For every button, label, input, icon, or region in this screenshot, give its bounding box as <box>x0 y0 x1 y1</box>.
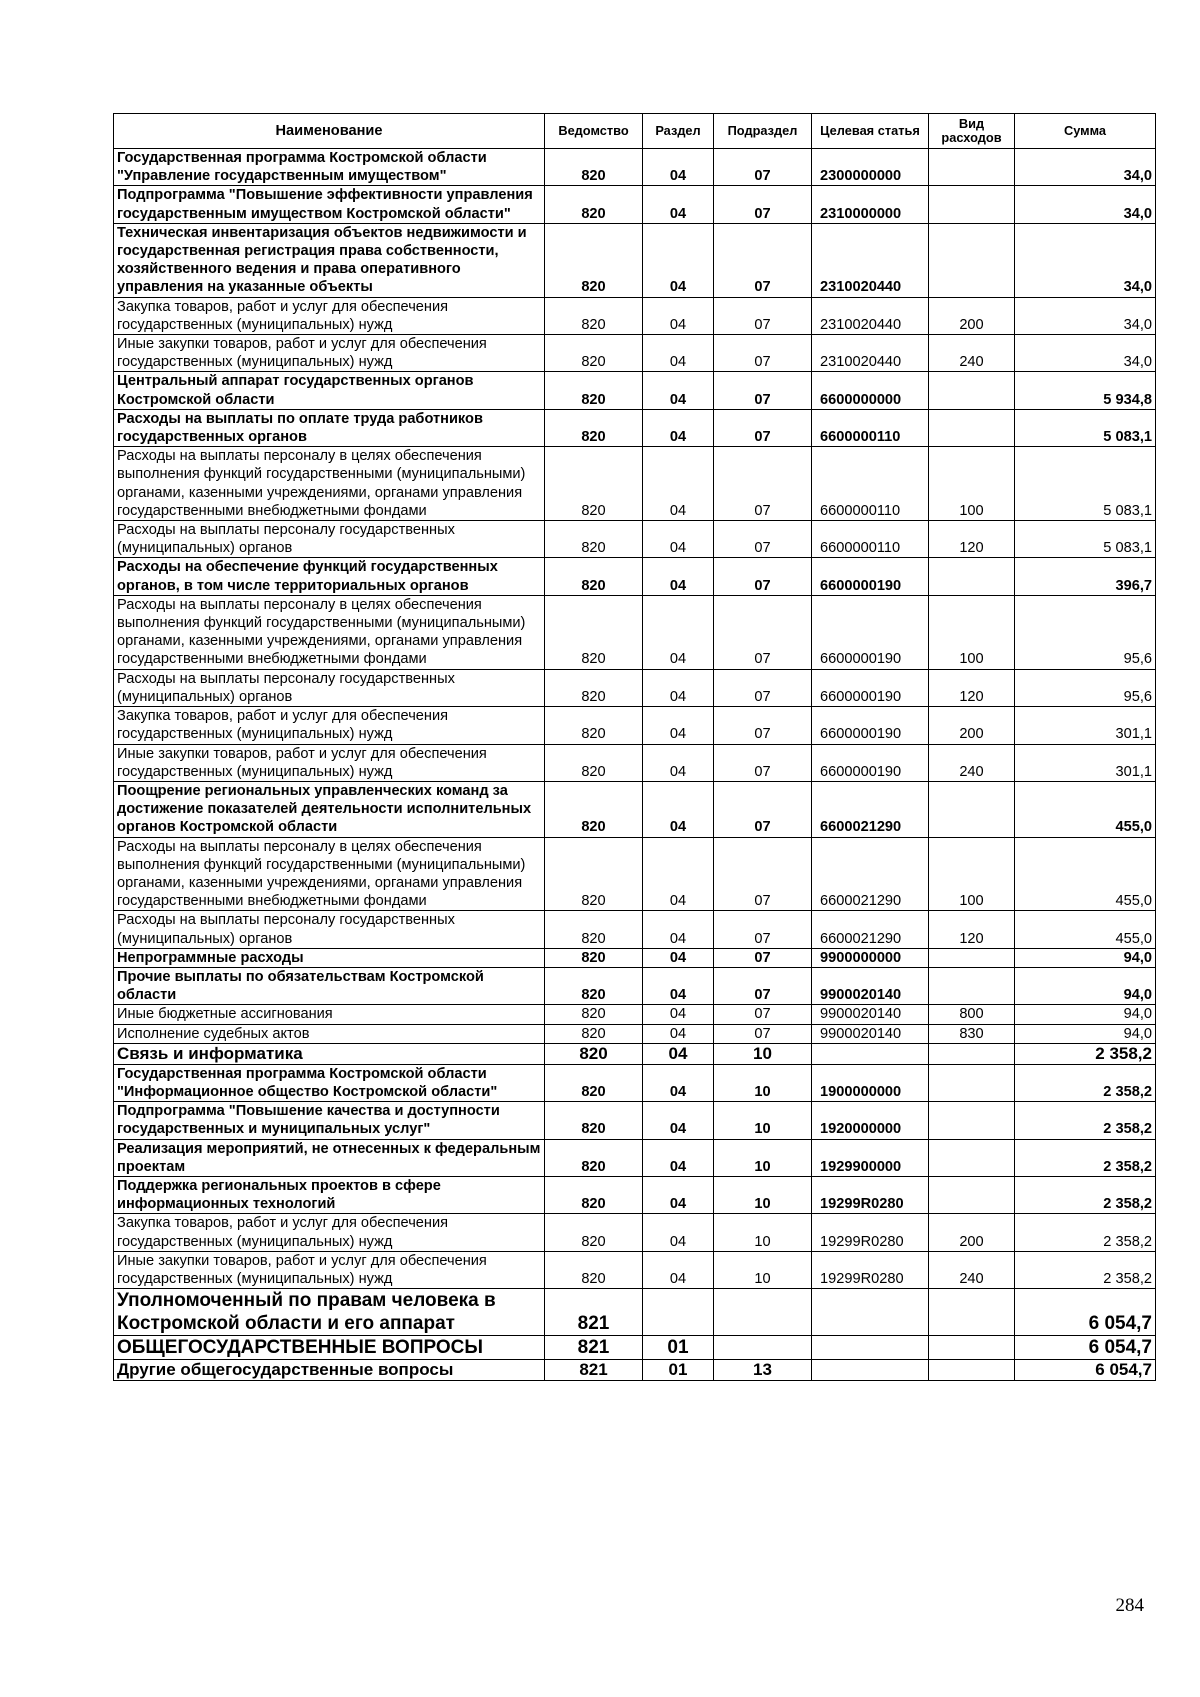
row-section: 04 <box>643 744 714 781</box>
row-section: 04 <box>643 558 714 595</box>
row-subsection: 10 <box>714 1214 812 1251</box>
row-subsection: 07 <box>714 967 812 1004</box>
row-sum: 5 083,1 <box>1015 447 1156 521</box>
row-dept: 820 <box>545 186 643 223</box>
row-target: 6600000110 <box>812 409 929 446</box>
row-sum: 2 358,2 <box>1015 1176 1156 1213</box>
row-name: Государственная программа Костромской области "Управление государственным имуществом" <box>114 149 545 186</box>
row-target: 9900020140 <box>812 967 929 1004</box>
row-subsection: 07 <box>714 1005 812 1024</box>
table-row <box>114 1360 1156 1381</box>
row-sum: 396,7 <box>1015 558 1156 595</box>
row-name: Закупка товаров, работ и услуг для обеспечения государственных (муниципальных) нужд <box>114 707 545 744</box>
row-target: 6600000190 <box>812 669 929 706</box>
row-type: 240 <box>929 335 1015 372</box>
row-type: 100 <box>929 837 1015 911</box>
table-row <box>114 335 1156 372</box>
row-name: Уполномоченный по правам человека в Костромской области и его аппарат <box>114 1289 545 1336</box>
row-target: 6600000190 <box>812 558 929 595</box>
table-row <box>114 1251 1156 1288</box>
row-subsection: 13 <box>714 1360 812 1381</box>
row-subsection: 07 <box>714 186 812 223</box>
row-sum: 2 358,2 <box>1015 1043 1156 1064</box>
row-type <box>929 223 1015 297</box>
row-type: 200 <box>929 1214 1015 1251</box>
row-target: 1920000000 <box>812 1102 929 1139</box>
row-subsection: 07 <box>714 948 812 967</box>
row-dept: 821 <box>545 1336 643 1360</box>
row-sum: 6 054,7 <box>1015 1360 1156 1381</box>
row-subsection: 07 <box>714 297 812 334</box>
table-row <box>114 186 1156 223</box>
header-section: Раздел <box>643 114 714 149</box>
table-row <box>114 1139 1156 1176</box>
row-section: 04 <box>643 223 714 297</box>
row-sum: 455,0 <box>1015 781 1156 837</box>
row-target: 6600000190 <box>812 595 929 669</box>
row-type <box>929 1043 1015 1064</box>
row-type <box>929 967 1015 1004</box>
table-row <box>114 1024 1156 1043</box>
row-name: Расходы на выплаты по оплате труда работников государственных органов <box>114 409 545 446</box>
row-name: Закупка товаров, работ и услуг для обеспечения государственных (муниципальных) нужд <box>114 1214 545 1251</box>
table-row <box>114 948 1156 967</box>
row-sum: 94,0 <box>1015 1024 1156 1043</box>
row-type: 120 <box>929 669 1015 706</box>
row-section: 04 <box>643 372 714 409</box>
table-row <box>114 837 1156 911</box>
row-type <box>929 1360 1015 1381</box>
table-row <box>114 669 1156 706</box>
row-target: 2300000000 <box>812 149 929 186</box>
header-target: Целевая статья <box>812 114 929 149</box>
row-target: 1900000000 <box>812 1064 929 1101</box>
row-target <box>812 1043 929 1064</box>
row-name: Расходы на выплаты персоналу государственных (муниципальных) органов <box>114 521 545 558</box>
table-row <box>114 521 1156 558</box>
row-dept: 820 <box>545 1251 643 1288</box>
table-row <box>114 149 1156 186</box>
row-subsection: 10 <box>714 1102 812 1139</box>
row-sum: 94,0 <box>1015 967 1156 1004</box>
row-dept: 820 <box>545 297 643 334</box>
row-dept: 820 <box>545 335 643 372</box>
row-subsection: 07 <box>714 335 812 372</box>
header-name: Наименование <box>114 114 545 149</box>
row-subsection: 07 <box>714 149 812 186</box>
table-row <box>114 1102 1156 1139</box>
row-target <box>812 1289 929 1336</box>
row-dept: 820 <box>545 948 643 967</box>
row-name: Центральный аппарат государственных органов Костромской области <box>114 372 545 409</box>
row-subsection: 07 <box>714 837 812 911</box>
row-type <box>929 1064 1015 1101</box>
table-row <box>114 707 1156 744</box>
row-section: 04 <box>643 149 714 186</box>
row-sum: 94,0 <box>1015 1005 1156 1024</box>
row-section: 04 <box>643 911 714 948</box>
row-section: 04 <box>643 186 714 223</box>
row-type <box>929 149 1015 186</box>
table-row <box>114 595 1156 669</box>
row-subsection <box>714 1289 812 1336</box>
row-section <box>643 1289 714 1336</box>
row-dept: 820 <box>545 1024 643 1043</box>
row-name: Иные закупки товаров, работ и услуг для обеспечения государственных (муниципальных) нужд <box>114 1251 545 1288</box>
row-dept: 820 <box>545 1139 643 1176</box>
row-section: 01 <box>643 1360 714 1381</box>
row-section: 04 <box>643 669 714 706</box>
row-type <box>929 1102 1015 1139</box>
row-type <box>929 1336 1015 1360</box>
row-section: 04 <box>643 1176 714 1213</box>
row-type: 240 <box>929 1251 1015 1288</box>
row-type: 830 <box>929 1024 1015 1043</box>
table-row <box>114 1289 1156 1336</box>
table-row <box>114 409 1156 446</box>
row-target <box>812 1360 929 1381</box>
row-target: 9900020140 <box>812 1005 929 1024</box>
row-dept: 820 <box>545 1176 643 1213</box>
row-type: 200 <box>929 707 1015 744</box>
row-subsection: 07 <box>714 707 812 744</box>
row-dept: 820 <box>545 372 643 409</box>
row-type <box>929 409 1015 446</box>
row-subsection <box>714 1336 812 1360</box>
table-row <box>114 1214 1156 1251</box>
row-type <box>929 948 1015 967</box>
row-dept: 821 <box>545 1360 643 1381</box>
row-target: 6600021290 <box>812 837 929 911</box>
row-name: Исполнение судебных актов <box>114 1024 545 1043</box>
table-body <box>114 149 1156 1381</box>
row-dept: 820 <box>545 744 643 781</box>
header-subsection: Подраздел <box>714 114 812 149</box>
row-type <box>929 372 1015 409</box>
row-section: 04 <box>643 595 714 669</box>
row-sum: 95,6 <box>1015 669 1156 706</box>
row-section: 04 <box>643 967 714 1004</box>
table-row <box>114 223 1156 297</box>
row-dept: 820 <box>545 558 643 595</box>
row-sum: 2 358,2 <box>1015 1102 1156 1139</box>
row-section: 04 <box>643 1214 714 1251</box>
row-target: 2310020440 <box>812 297 929 334</box>
row-name: Расходы на обеспечение функций государственных органов, в том числе территориальных органов <box>114 558 545 595</box>
row-sum: 5 083,1 <box>1015 409 1156 446</box>
row-name: Поощрение региональных управленческих команд за достижение показателей деятельности исполнительных органов Костромской области <box>114 781 545 837</box>
header-dept: Ведомство <box>545 114 643 149</box>
row-dept: 820 <box>545 595 643 669</box>
row-subsection: 07 <box>714 409 812 446</box>
row-name: Закупка товаров, работ и услуг для обеспечения государственных (муниципальных) нужд <box>114 297 545 334</box>
header-sum: Сумма <box>1015 114 1156 149</box>
row-name: ОБЩЕГОСУДАРСТВЕННЫЕ ВОПРОСЫ <box>114 1336 545 1360</box>
row-sum: 34,0 <box>1015 186 1156 223</box>
row-sum: 2 358,2 <box>1015 1214 1156 1251</box>
row-subsection: 07 <box>714 669 812 706</box>
row-dept: 820 <box>545 911 643 948</box>
header-type: Вид расходов <box>929 114 1015 149</box>
row-target <box>812 1336 929 1360</box>
row-subsection: 07 <box>714 223 812 297</box>
row-name: Реализация мероприятий, не отнесенных к федеральным проектам <box>114 1139 545 1176</box>
row-sum: 94,0 <box>1015 948 1156 967</box>
row-section: 04 <box>643 1102 714 1139</box>
row-type <box>929 1139 1015 1176</box>
row-target: 6600000000 <box>812 372 929 409</box>
row-sum: 34,0 <box>1015 297 1156 334</box>
row-sum: 6 054,7 <box>1015 1336 1156 1360</box>
row-name: Подпрограмма "Повышение эффективности управления государственным имуществом Костромской области" <box>114 186 545 223</box>
row-section: 04 <box>643 335 714 372</box>
row-section: 04 <box>643 409 714 446</box>
row-section: 04 <box>643 1251 714 1288</box>
row-sum: 301,1 <box>1015 707 1156 744</box>
row-sum: 2 358,2 <box>1015 1251 1156 1288</box>
table-row <box>114 911 1156 948</box>
row-subsection: 10 <box>714 1251 812 1288</box>
row-dept: 820 <box>545 707 643 744</box>
row-type: 120 <box>929 911 1015 948</box>
row-name: Техническая инвентаризация объектов недвижимости и государственная регистрация права собственности, хозяйственного ведения и права оперативного управления на указанные объекты <box>114 223 545 297</box>
row-name: Непрограммные расходы <box>114 948 545 967</box>
row-name: Связь и информатика <box>114 1043 545 1064</box>
table-row <box>114 781 1156 837</box>
row-name: Другие общегосударственные вопросы <box>114 1360 545 1381</box>
row-name: Расходы на выплаты персоналу в целях обеспечения выполнения функций государственными (муниципальными) органами, казенными учреждениями, органами управления государственными внебюджетными фондами <box>114 447 545 521</box>
row-sum: 301,1 <box>1015 744 1156 781</box>
row-type <box>929 781 1015 837</box>
row-dept: 820 <box>545 1043 643 1064</box>
row-name: Поддержка региональных проектов в сфере информационных технологий <box>114 1176 545 1213</box>
row-dept: 820 <box>545 1064 643 1101</box>
row-type <box>929 1176 1015 1213</box>
row-dept: 820 <box>545 223 643 297</box>
row-target: 1929900000 <box>812 1139 929 1176</box>
row-subsection: 07 <box>714 521 812 558</box>
row-section: 04 <box>643 1139 714 1176</box>
row-section: 04 <box>643 948 714 967</box>
row-type: 800 <box>929 1005 1015 1024</box>
row-section: 04 <box>643 837 714 911</box>
row-target: 9900000000 <box>812 948 929 967</box>
row-subsection: 10 <box>714 1043 812 1064</box>
row-target: 9900020140 <box>812 1024 929 1043</box>
row-section: 04 <box>643 781 714 837</box>
row-sum: 95,6 <box>1015 595 1156 669</box>
page-number: 284 <box>1115 1595 1144 1616</box>
row-section: 04 <box>643 1064 714 1101</box>
row-section: 01 <box>643 1336 714 1360</box>
row-name: Иные закупки товаров, работ и услуг для обеспечения государственных (муниципальных) нужд <box>114 335 545 372</box>
row-type: 240 <box>929 744 1015 781</box>
row-type: 100 <box>929 595 1015 669</box>
row-type: 120 <box>929 521 1015 558</box>
row-name: Государственная программа Костромской области "Информационное общество Костромской области" <box>114 1064 545 1101</box>
table-row <box>114 744 1156 781</box>
row-section: 04 <box>643 447 714 521</box>
row-name: Иные закупки товаров, работ и услуг для обеспечения государственных (муниципальных) нужд <box>114 744 545 781</box>
row-target: 2310020440 <box>812 223 929 297</box>
row-target: 6600021290 <box>812 911 929 948</box>
row-sum: 5 934,8 <box>1015 372 1156 409</box>
row-dept: 821 <box>545 1289 643 1336</box>
row-subsection: 07 <box>714 744 812 781</box>
row-subsection: 10 <box>714 1064 812 1101</box>
row-section: 04 <box>643 297 714 334</box>
row-dept: 820 <box>545 837 643 911</box>
row-target: 6600021290 <box>812 781 929 837</box>
row-dept: 820 <box>545 409 643 446</box>
row-subsection: 07 <box>714 558 812 595</box>
row-dept: 820 <box>545 1102 643 1139</box>
row-dept: 820 <box>545 149 643 186</box>
row-subsection: 07 <box>714 1024 812 1043</box>
row-section: 04 <box>643 1043 714 1064</box>
row-section: 04 <box>643 1005 714 1024</box>
row-type: 100 <box>929 447 1015 521</box>
row-type <box>929 186 1015 223</box>
row-name: Расходы на выплаты персоналу государственных (муниципальных) органов <box>114 911 545 948</box>
row-sum: 5 083,1 <box>1015 521 1156 558</box>
row-target: 19299R0280 <box>812 1214 929 1251</box>
table-row <box>114 1176 1156 1213</box>
row-sum: 6 054,7 <box>1015 1289 1156 1336</box>
row-subsection: 07 <box>714 372 812 409</box>
table-row <box>114 372 1156 409</box>
row-sum: 455,0 <box>1015 911 1156 948</box>
row-dept: 820 <box>545 1214 643 1251</box>
row-sum: 34,0 <box>1015 223 1156 297</box>
row-dept: 820 <box>545 521 643 558</box>
row-subsection: 10 <box>714 1139 812 1176</box>
row-section: 04 <box>643 521 714 558</box>
row-target: 6600000110 <box>812 521 929 558</box>
row-target: 2310000000 <box>812 186 929 223</box>
table-row <box>114 1043 1156 1064</box>
table-row <box>114 967 1156 1004</box>
row-type: 200 <box>929 297 1015 334</box>
row-section: 04 <box>643 1024 714 1043</box>
row-name: Иные бюджетные ассигнования <box>114 1005 545 1024</box>
row-subsection: 10 <box>714 1176 812 1213</box>
row-name: Расходы на выплаты персоналу в целях обеспечения выполнения функций государственными (муниципальными) органами, казенными учреждениями, органами управления государственными внебюджетными фондами <box>114 595 545 669</box>
table-header-row <box>114 114 1156 149</box>
row-sum: 34,0 <box>1015 335 1156 372</box>
row-dept: 820 <box>545 669 643 706</box>
row-subsection: 07 <box>714 781 812 837</box>
row-dept: 820 <box>545 447 643 521</box>
row-target: 2310020440 <box>812 335 929 372</box>
row-subsection: 07 <box>714 447 812 521</box>
row-dept: 820 <box>545 1005 643 1024</box>
row-target: 6600000110 <box>812 447 929 521</box>
row-section: 04 <box>643 707 714 744</box>
row-name: Подпрограмма "Повышение качества и доступности государственных и муниципальных услуг" <box>114 1102 545 1139</box>
row-target: 6600000190 <box>812 707 929 744</box>
row-name: Расходы на выплаты персоналу в целях обеспечения выполнения функций государственными (муниципальными) органами, казенными учреждениями, органами управления государственными внебюджетными фондами <box>114 837 545 911</box>
row-target: 19299R0280 <box>812 1176 929 1213</box>
table-row <box>114 297 1156 334</box>
row-sum: 2 358,2 <box>1015 1139 1156 1176</box>
row-type <box>929 558 1015 595</box>
table-row <box>114 1336 1156 1360</box>
row-sum: 2 358,2 <box>1015 1064 1156 1101</box>
row-sum: 455,0 <box>1015 837 1156 911</box>
row-subsection: 07 <box>714 911 812 948</box>
row-dept: 820 <box>545 967 643 1004</box>
row-target: 19299R0280 <box>812 1251 929 1288</box>
table-row <box>114 447 1156 521</box>
row-subsection: 07 <box>714 595 812 669</box>
row-sum: 34,0 <box>1015 149 1156 186</box>
table-row <box>114 1064 1156 1101</box>
table-row <box>114 558 1156 595</box>
table-row <box>114 1005 1156 1024</box>
row-dept: 820 <box>545 781 643 837</box>
row-name: Прочие выплаты по обязательствам Костромской области <box>114 967 545 1004</box>
row-target: 6600000190 <box>812 744 929 781</box>
row-name: Расходы на выплаты персоналу государственных (муниципальных) органов <box>114 669 545 706</box>
row-type <box>929 1289 1015 1336</box>
budget-table <box>113 113 1156 1381</box>
